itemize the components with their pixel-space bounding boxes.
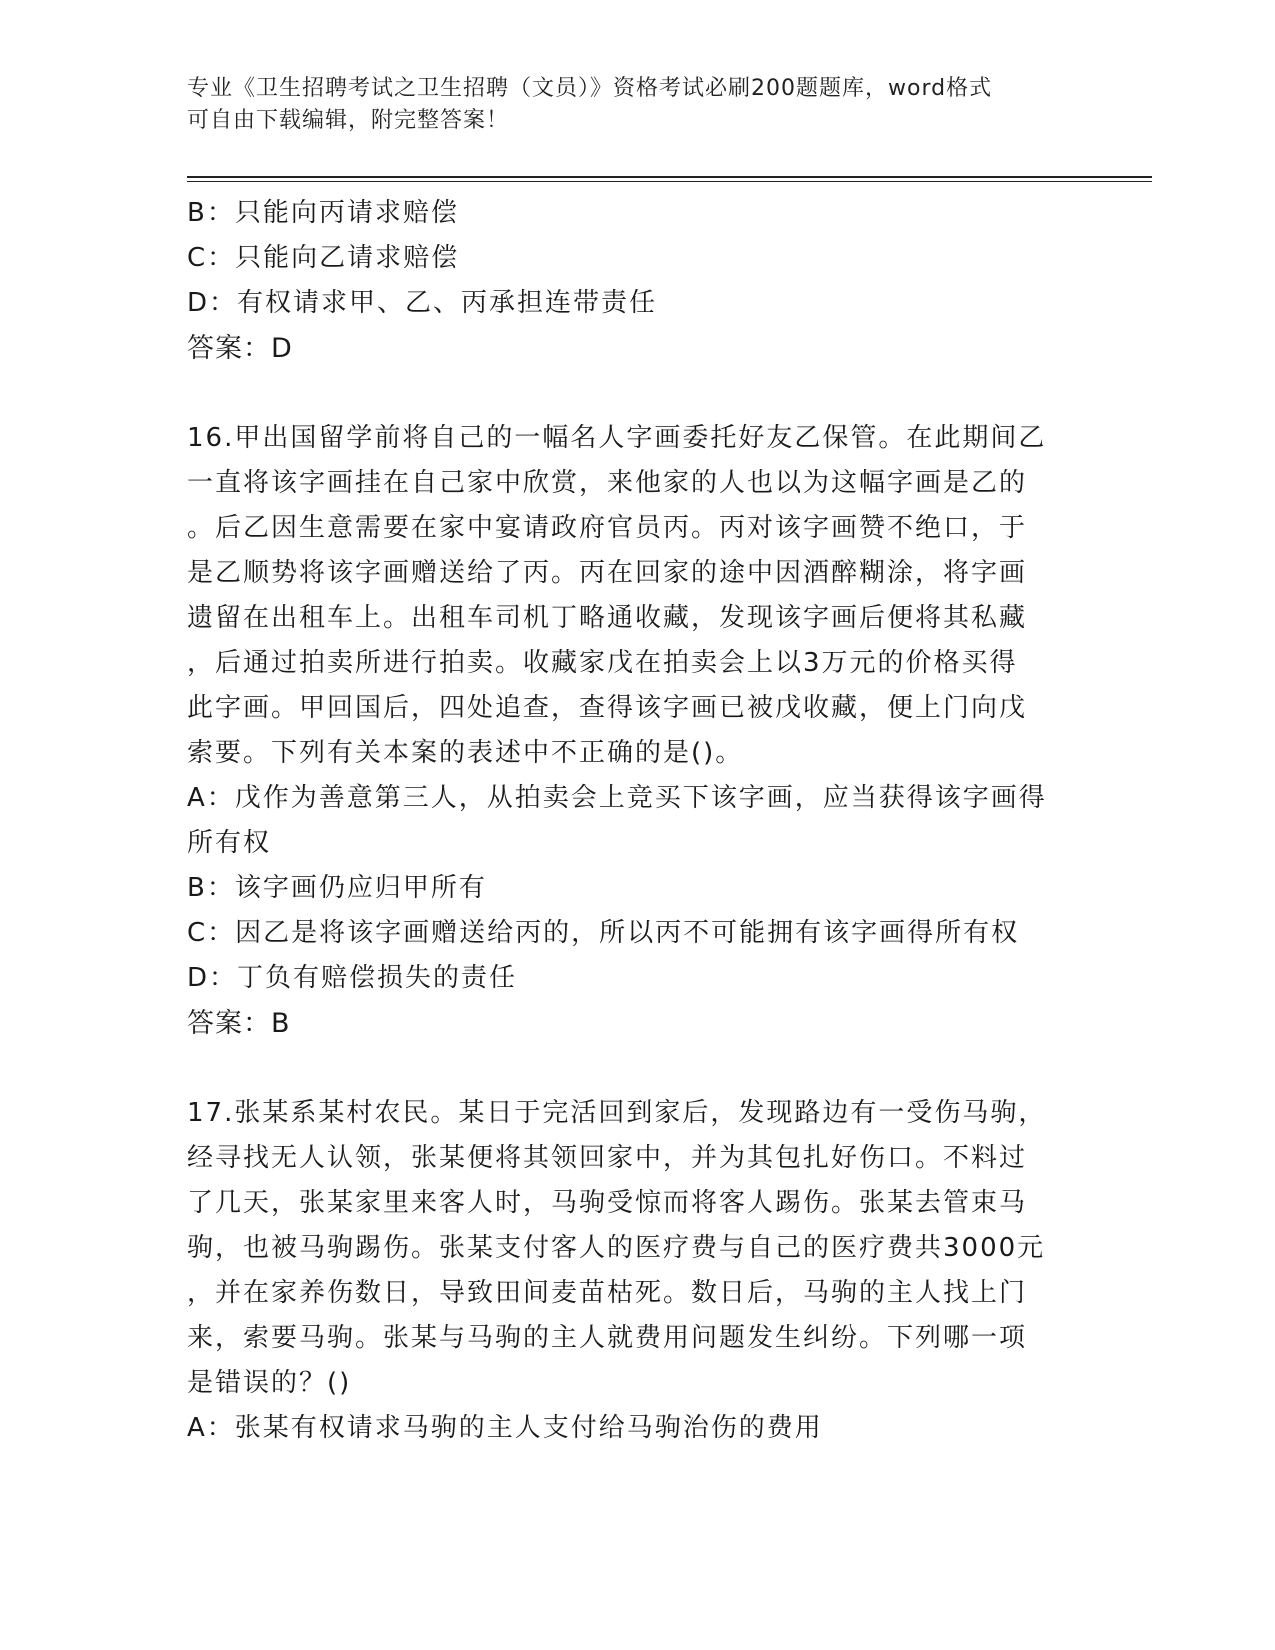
question-stem-line: 经寻找无人认领，张某便将其领回家中，并为其包扎好伤口。不料过	[187, 1143, 1028, 1173]
question-16	[187, 416, 1067, 1046]
question-stem-line: 。后乙因生意需要在家中宴请政府官员丙。丙对该字画赞不绝口，于	[187, 513, 1028, 543]
question-stem-line: 16.甲出国留学前将自己的一幅名人字画委托好友乙保管。在此期间乙	[187, 423, 1047, 453]
question-stem-line: 索要。下列有关本案的表述中不正确的是()。	[187, 738, 744, 768]
option-b: B：只能向丙请求赔偿	[187, 198, 459, 228]
question-stem-line: 驹，也被马驹踢伤。张某支付客人的医疗费与自己的医疗费共3000元	[187, 1233, 1046, 1263]
question-stem-line: ，后通过拍卖所进行拍卖。收藏家戊在拍卖会上以3万元的价格买得	[187, 648, 1018, 678]
question-stem-line: 是错误的？()	[187, 1368, 352, 1398]
question-stem-line: 17.张某系某村农民。某日于完活回到家后，发现路边有一受伤马驹，	[187, 1098, 1047, 1128]
question-stem-line: 遗留在出租车上。出租车司机丁略通收藏，发现该字画后便将其私藏	[187, 603, 1028, 633]
header-rule-thin	[187, 181, 1152, 182]
option-a: A：张某有权请求马驹的主人支付给马驹治伤的费用	[187, 1413, 823, 1443]
question-15-continued	[187, 191, 1067, 371]
option-b: B：该字画仍应归甲所有	[187, 873, 487, 903]
option-d: D：有权请求甲、乙、丙承担连带责任	[187, 288, 658, 318]
option-a: A：戊作为善意第三人，从拍卖会上竞买下该字画，应当获得该字画得	[187, 783, 1047, 813]
header-line-1: 专业《卫生招聘考试之卫生招聘（文员）》资格考试必刷200题题库，word格式	[187, 76, 993, 101]
question-stem-line: 来，索要马驹。张某与马驹的主人就费用问题发生纠纷。下列哪一项	[187, 1323, 1028, 1353]
document-body	[187, 191, 1067, 1451]
spacer	[187, 371, 1067, 416]
question-stem-line: ，并在家养伤数日，导致田间麦苗枯死。数日后，马驹的主人找上门	[187, 1278, 1028, 1308]
answer: 答案：D	[187, 333, 293, 364]
question-stem-line: 是乙顺势将该字画赠送给了丙。丙在回家的途中因酒醉糊涂，将字画	[187, 558, 1028, 588]
question-17	[187, 1091, 1067, 1451]
option-d: D：丁负有赔偿损失的责任	[187, 963, 518, 993]
question-stem-line: 一直将该字画挂在自己家中欣赏，来他家的人也以为这幅字画是乙的	[187, 468, 1028, 498]
spacer	[187, 1046, 1067, 1091]
option-c: C：因乙是将该字画赠送给丙的，所以丙不可能拥有该字画得所有权	[187, 918, 1020, 948]
option-c: C：只能向乙请求赔偿	[187, 243, 460, 273]
answer: 答案：B	[187, 1008, 291, 1039]
option-a-continued: 所有权	[187, 828, 272, 858]
question-stem-line: 了几天，张某家里来客人时，马驹受惊而将客人踢伤。张某去管束马	[187, 1188, 1028, 1218]
header-line-2: 可自由下载编辑，附完整答案！	[187, 108, 510, 133]
page-header	[187, 73, 1067, 137]
question-stem-line: 此字画。甲回国后，四处追查，查得该字画已被戊收藏，便上门向戊	[187, 693, 1028, 723]
header-rule-thick	[187, 176, 1152, 178]
